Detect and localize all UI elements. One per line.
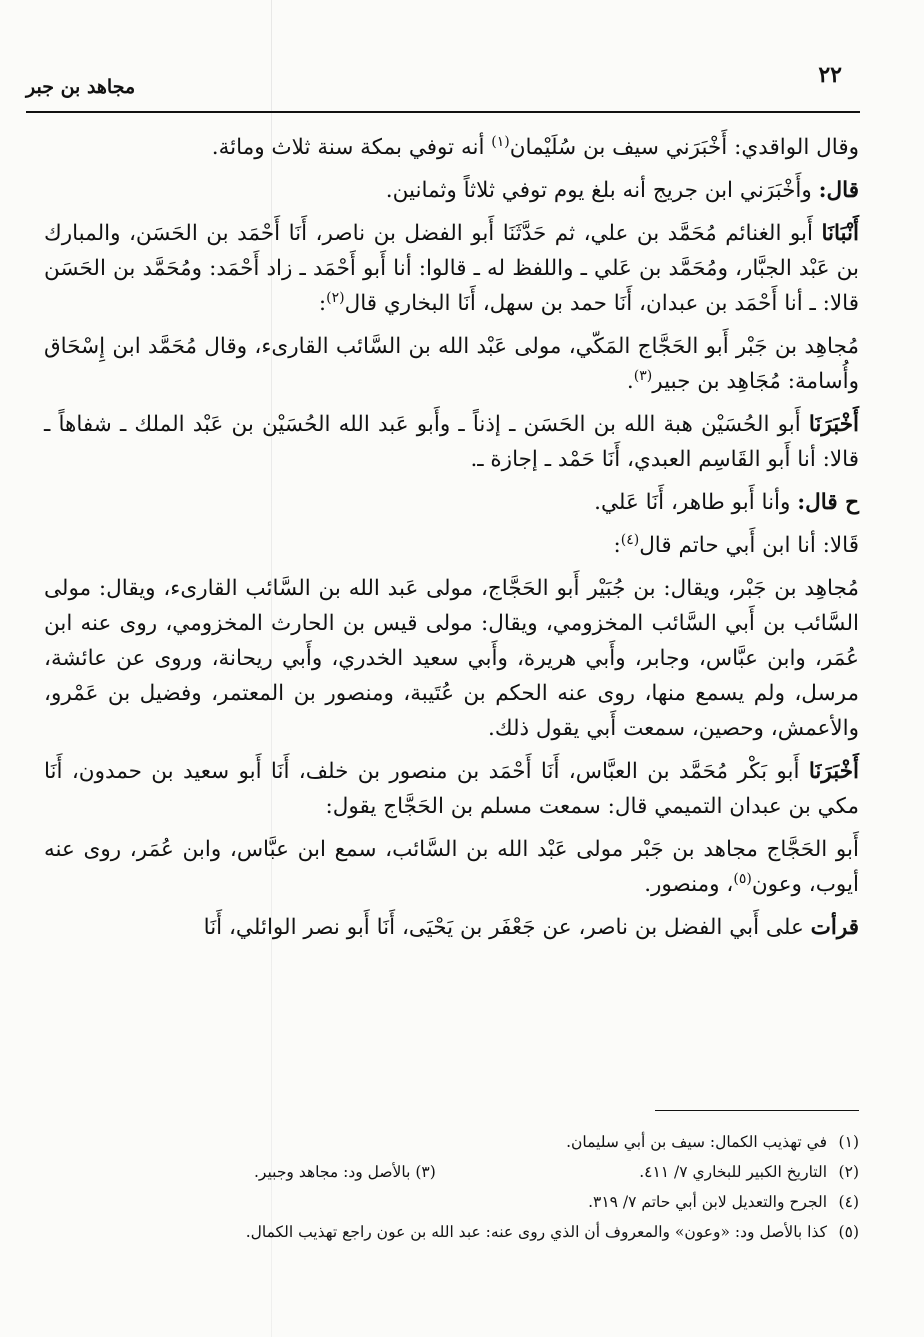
- paragraph: [44, 173, 859, 208]
- lead-text: ح قال:: [797, 490, 859, 515]
- paragraph-text: وأنا أَبو طاهر، أَنَا عَلي.: [594, 490, 798, 515]
- paragraph-text-end: .: [626, 369, 634, 394]
- footnote-ref: (٤): [620, 531, 640, 548]
- footnote-number: (٢): [838, 1163, 859, 1181]
- paragraph-text: وأَخْبَرَني ابن جريج أنه بلغ يوم توفي ثلاثاً وثمانين.: [385, 178, 819, 203]
- footnote-ref: (٣): [633, 367, 653, 384]
- paragraph: [44, 832, 859, 902]
- paragraph-text: مُجاهِد بن جَبْر أَبو الحَجَّاج المَكّي، مولى عَبْد الله بن السَّائب القارىء، وقال مُحَمَّد ابن إِسْحَاق وأُسامة: مُجَاهِد بن جبير: [44, 334, 859, 394]
- footnote-text: كذا بالأصل ود: «وعون» والمعروف أن الذي روى عنه: عبد الله بن عون راجع تهذيب الكمال.: [245, 1223, 827, 1241]
- footnote-inline-second: (٣) بالأصل ود: مجاهد وجبير.: [254, 1163, 436, 1181]
- footnote: [44, 1187, 859, 1217]
- footnote: [44, 1157, 859, 1187]
- paragraph: [44, 910, 859, 945]
- footnote-text: الجرح والتعديل لابن أبي حاتم ٧/ ٣١٩.: [588, 1193, 827, 1211]
- footnote-text: في تهذيب الكمال: سيف بن أبي سليمان.: [566, 1133, 827, 1151]
- paragraph: [44, 407, 859, 477]
- footnote-ref: (٥): [733, 870, 752, 887]
- running-title: مجاهد بن جبر: [26, 76, 136, 98]
- footnote-separator: [655, 1110, 859, 1111]
- paragraph-text-end: أنه توفي بمكة سنة ثلاث ومائة.: [211, 135, 492, 160]
- footnote: [44, 1217, 859, 1247]
- footnote-number: (٥): [838, 1223, 859, 1241]
- lead-text: أَنْبَانَا: [821, 221, 859, 246]
- paragraph: [44, 216, 859, 321]
- lead-text: أَخْبَرَنَا: [808, 759, 859, 784]
- paragraph-text: وقال الواقدي: أَخْبَرَني سيف بن سُلَيْمان: [509, 135, 859, 160]
- paragraph: [44, 528, 859, 563]
- paragraph-text: أَبو بَكْر مُحَمَّد بن العبَّاس، أَنَا أَحْمَد بن منصور بن خلف، أَنَا أَبو سعيد بن حمدون، أَنَا مكي بن عبدان التميمي قال: سمعت مسلم بن الحَجَّاج يقول:: [44, 759, 859, 819]
- footnote-ref: (٢): [326, 289, 345, 306]
- page-header: [26, 62, 842, 106]
- lead-text: أَخْبَرَنَا: [808, 412, 859, 437]
- lead-text: قال:: [818, 178, 859, 203]
- header-rule: [26, 111, 860, 113]
- footnote-text: التاريخ الكبير للبخاري ٧/ ٤١١.: [639, 1163, 827, 1181]
- footnote-ref: (١): [491, 133, 510, 150]
- footnote-number: (١): [838, 1133, 859, 1151]
- paragraph-text-end: :: [613, 533, 621, 558]
- footnote-number: (٤): [838, 1193, 859, 1211]
- lead-text: قرأت: [810, 915, 859, 940]
- paragraph-text: على أَبي الفضل بن ناصر، عن جَعْفَر بن يَحْيَى، أَنَا أَبو نصر الوائلي، أَنَا: [203, 915, 811, 940]
- paragraph: [44, 754, 859, 824]
- main-text: [44, 130, 859, 953]
- paragraph: [44, 329, 859, 399]
- paragraph-text: أَبو الحَجَّاج مجاهد بن جَبْر مولى عَبْد الله بن السَّائب، سمع ابن عبَّاس، وابن عُمَر، روى عنه أيوب، وعون: [44, 837, 859, 897]
- paragraph: [44, 485, 859, 520]
- paragraph-text: مُجاهِد بن جَبْر، ويقال: بن جُبَيْر أَبو الحَجَّاج، مولى عَبد الله بن السَّائب القارىء، ويقال: مولى السَّائب بن أَبي السَّائب المخزومي، ويقال: مولى قيس بن الحارث المخزومي، روى عنه ابن عُمَر، وابن عبَّاس، وجابر، وأَبي هريرة، وأَبي سعيد الخدري، وأَبي ريحانة، وروى عن عائشة، مرسل، ولم يسمع منها، روى عنه الحكم بن عُتَيبة، ومنصور بن المعتمر، وفضيل بن عَمْرو، والأعمش، وحصين، سمعت أَبي يقول ذلك.: [44, 576, 859, 741]
- paragraph-text: أَبو الغنائم مُحَمَّد بن علي، ثم حَدَّثَنَا أَبو الفضل بن ناصر، أَنَا أَحْمَد بن الحَسَن، والمبارك بن عَبْد الجبَّار، ومُحَمَّد بن عَلي ـ واللفظ له ـ قالوا: أنا أَبو أَحْمَد ـ زاد أَحْمَد: ومُحَمَّد بن الحَسَن قالا: ـ أنا أَحْمَد بن عبدان، أَنَا حمد بن سهل، أَنَا البخاري قال: [44, 221, 859, 316]
- paragraph: [44, 130, 859, 165]
- footnote: [44, 1127, 859, 1157]
- paragraph-text-end: :: [318, 291, 327, 316]
- paragraph-text: أَبو الحُسَيْن هبة الله بن الحَسَن ـ إذناً ـ وأَبو عَبد الله الحُسَيْن بن عَبْد الملك ـ شفاهاً ـ قالا: أنا أَبو القَاسِم العبدي، أَنَا حَمْد ـ إجازة ـ.: [44, 412, 859, 472]
- footnotes: [44, 1127, 859, 1247]
- paragraph-text-end: ، ومنصور.: [644, 872, 734, 897]
- paragraph: [44, 571, 859, 746]
- page-number: ٢٢: [818, 62, 842, 88]
- paragraph-text: قَالا: أنا ابن أَبي حاتم قال: [639, 533, 859, 558]
